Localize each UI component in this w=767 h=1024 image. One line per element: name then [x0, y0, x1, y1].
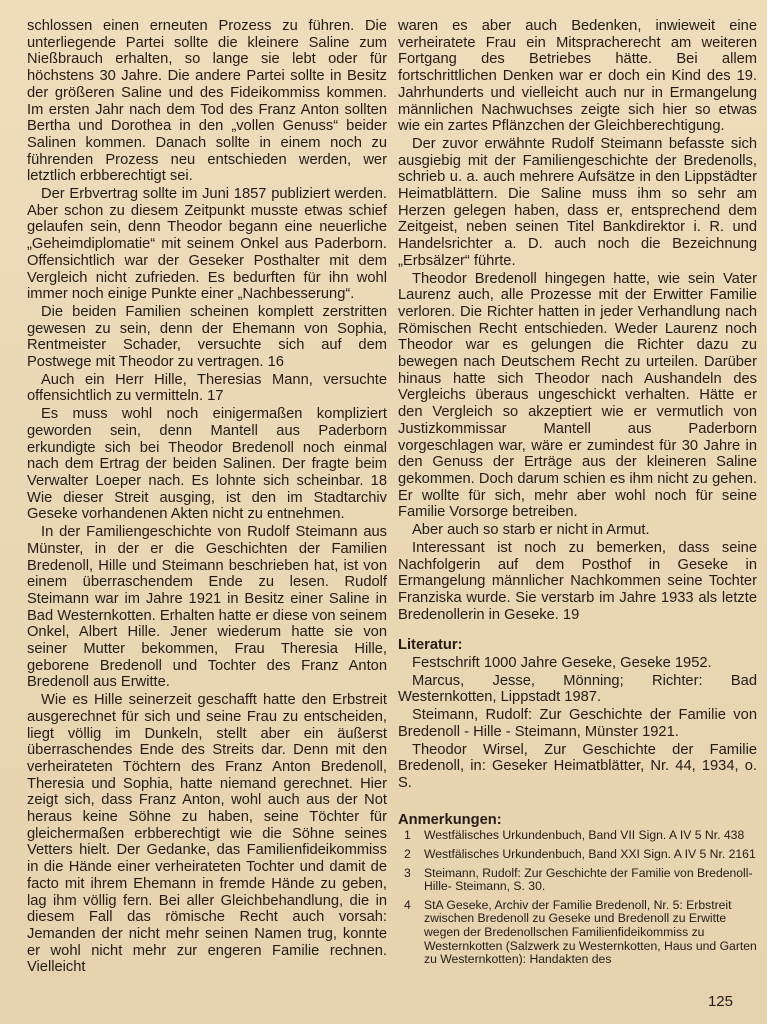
paragraph: schlossen einen erneuten Prozess zu führen. Die unterliegende Partei sollte die kleinere Saline zum Nießbrauch erhalten, so lange sie lebt oder für höchstens 30 Jahre. Die andere Partei sollte in Besitz der größeren Saline und des Fideikommiss kommen. Im ersten Jahr nach dem Tod des Franz Anton sollten Bertha und Dorothea in den „vollen Genuss“ beider Salinen kommen. Danach sollte in einem noch zu führenden Prozess neu entschieden werden, wer letztlich erbberechtigt sei. [27, 18, 387, 185]
literature-heading: Literatur: [398, 637, 463, 654]
paragraph: Interessant ist noch zu bemerken, dass seine Nachfolgerin auf dem Posthof in Geseke in Ermangelung männlicher Nachkommen seine Tochter Franziska wurde. Sie verstarb im Jahre 1933 als letzte Bredenollerin in Geseke. 19 [398, 539, 757, 623]
note-number: 3 [404, 865, 411, 880]
note-item [398, 848, 757, 862]
literature-item: Festschrift 1000 Jahre Geseke, Geseke 1952. [412, 655, 712, 672]
paragraph: Auch ein Herr Hille, Theresias Mann, versuchte offensichtlich zu vermitteln. 17 [27, 371, 387, 405]
note-text: Westfälisches Urkundenbuch, Band XXI Sign. A IV 5 Nr. 2161 [424, 846, 756, 861]
note-number: 2 [404, 846, 411, 861]
literature-item: Steimann, Rudolf: Zur Geschichte der Familie von Bredenoll - Hille - Steimann, Münster 1921. [398, 707, 757, 740]
note-text: StA Geseke, Archiv der Familie Bredenoll, Nr. 5: Erbstreit zwischen Bredenoll zu Geseke und Bredenoll zu Erwitte wegen der Bredenollschen Familienfideikommiss zu Westernkotten (Salzwerk zu Westernkotten, Haus und Garten zu Westernkotten): Handakten des [424, 897, 757, 967]
right-column [398, 18, 757, 972]
note-item [398, 867, 757, 894]
notes-heading: Anmerkungen: [398, 811, 502, 828]
note-item [398, 829, 757, 843]
paragraph: Der Erbvertrag sollte im Juni 1857 publiziert werden. Aber schon zu diesem Zeitpunkt musste etwas schief gelaufen sein, denn Theodor begann eine neuerliche „Geheimdiplomatie“ mit seinem Onkel aus Paderborn. Offensichtlich war der Geseker Posthalter mit dem Vergleich nicht zufrieden. Es bedurften für ihn wohl immer noch einige Punkte einer „Nachbesserung“. [27, 186, 387, 303]
page-number: 125 [707, 993, 733, 1010]
paragraph: Die beiden Familien scheinen komplett zerstritten gewesen zu sein, denn der Ehemann von Sophia, Rentmeister Schader, versuchte sich auf dem Postwege mit Theodor zu vertragen. 16 [27, 303, 387, 371]
paragraph: Der zuvor erwähnte Rudolf Steimann befasste sich ausgiebig mit der Familiengeschichte der Bredenolls, schrieb u. a. auch mehrere Aufsätze in den Lippstädter Heimatblättern. Die Saline muss ihm so sehr am Herzen gelegen haben, dass er, entsprechend dem Zeitgeist, neben seinen Titel Bankdirektor i. R. und Handelsrichter a. D. auch noch die Bezeichnung „Erbsälzer“ führte. [398, 135, 757, 269]
literature-item: Theodor Wirsel, Zur Geschichte der Familie Bredenoll, in: Geseker Heimatblätter, Nr. 44, 1934, o. S. [398, 741, 757, 791]
paragraph: Wie es Hille seinerzeit geschafft hatte den Erbstreit ausgerechnet für sich und seine Frau zu entscheiden, liegt völlig im Dunkeln, stellt aber ein äußerst überraschendes Ende des Streits dar. Denn mit den verheirateten Töchtern des Franz Anton Bredenoll, Theresia und Sophia, hatte niemand gerechnet. Hier zeigt sich, dass Franz Anton, wohl auch aus der Not heraus keine Söhne zu haben, seine Töchter für gleichermaßen erbberechtigt wie die Söhne seines Vetters hielt. Der Gedanke, das Familienfideikommiss in die Hände einer verheirateten Tochter und damit de facto mit ihrem Ehemann in fremde Hände zu geben, lag ihm völlig fern. Bei aller Gleichbehandlung, die in diesem Fall das römische Recht auch vorsah: Jemanden der nicht mehr seinen Namen trug, konnte er wohl nicht mehr zur engeren Familie rechnen. Vielleicht [27, 692, 387, 976]
paragraph: In der Familiengeschichte von Rudolf Steimann aus Münster, in der er die Geschichten der Familien Bredenoll, Hille und Steimann beschrieben hat, ist von einem überraschendem Ende zu lesen. Rudolf Steimann war im Jahre 1921 in Besitz einer Saline in Bad Westernkotten. Erhalten hatte er diese von seinem Onkel, Albert Hille. Jener wiederum hatte sie von seiner Mutter bekommen, Frau Theresia Hille, geborene Bredenoll und Tochter des Franz Anton Bredenoll aus Erwitte. [27, 524, 387, 691]
note-number: 1 [404, 828, 411, 843]
paragraph: waren es aber auch Bedenken, inwieweit eine verheiratete Frau ein Mitspracherecht am weiteren Fortgang des Betriebes hätte. Bei allem fortschrittlichen Denken war er doch ein Kind des 19. Jahrhunderts und vielleicht auch nur in Ermangelung männlichen Nachwuchses zeigte sich hier so etwas wie ein zartes Pflänzchen der Gleichberechtigung. [398, 18, 757, 135]
paragraph: Theodor Bredenoll hingegen hatte, wie sein Vater Laurenz auch, alle Prozesse mit der Erwitter Familie verloren. Die Richter hatten in jeder Verhandlung nach Römischen Recht entschieden. Weder Laurenz noch Theodor war es gelungen die Richter dazu zu bewegen nach Deutschem Recht zu urteilen. Darüber hinaus hatte sich Theodor nach Aushandeln des Vergleichs überaus ungeschickt verhalten. Hätte er den Vergleich so akzeptiert wie er vermutlich von Justizkommissar Mantell aus Paderborn vorgeschlagen war, wäre er zumindest für 30 Jahre in den Genuss der Erträge aus der kleineren Saline gekommen. Doch darum schien es ihm nicht zu gehen. Er wollte für sich, mehr aber wohl noch für seine Familie Vorsorge betreiben. [398, 270, 757, 521]
note-number: 4 [404, 897, 411, 912]
note-text: Westfälisches Urkundenbuch, Band VII Sign. A IV 5 Nr. 438 [424, 828, 745, 843]
notes-list [398, 829, 757, 966]
paragraph: Es muss wohl noch einigermaßen kompliziert geworden sein, denn Mantell aus Paderborn erkundigte sich bei Theodor Bredenoll noch einmal nach dem Ertrag der beiden Salinen. Der fragte beim Verwalter Loeper nach. Es lohnte sich scheinbar. 18 Wie dieser Streit ausging, ist den im Stadtarchiv Geseke vorhandenen Akten nicht zu entnehmen. [27, 406, 387, 523]
note-text: Steimann, Rudolf: Zur Geschichte der Familie von Bredenoll- Hille- Steimann, S. 30. [424, 865, 753, 894]
left-column [27, 18, 387, 977]
note-item [398, 899, 757, 967]
literature-item: Marcus, Jesse, Mönning; Richter: Bad Westernkotten, Lippstadt 1987. [398, 672, 757, 706]
paragraph: Aber auch so starb er nicht in Armut. [412, 522, 650, 539]
